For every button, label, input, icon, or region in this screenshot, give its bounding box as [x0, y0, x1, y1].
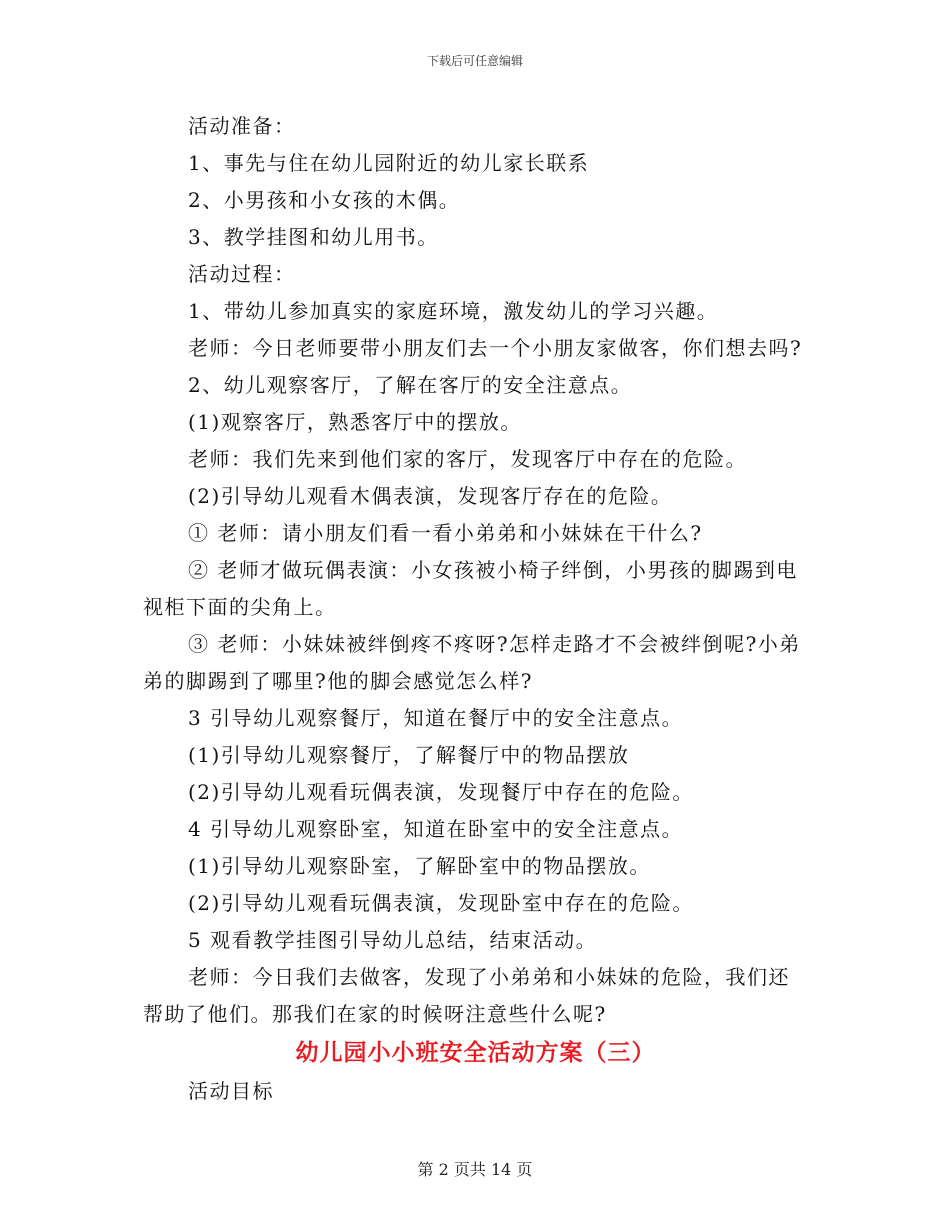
paragraph: ③ 老师：小妹妹被绊倒疼不疼呀?怎样走路才不会被绊倒呢?小弟弟的脚踢到了哪里?他的脚会感觉怎么样? — [143, 632, 801, 693]
paragraph: 1、带幼儿参加真实的家庭环境，激发幼儿的学习兴趣。 — [188, 299, 719, 323]
paragraph: 5 观看教学挂图引导幼儿总结，结束活动。 — [188, 928, 598, 952]
paragraph: 2、幼儿观察客厅，了解在客厅的安全注意点。 — [188, 373, 633, 397]
paragraph: 2、小男孩和小女孩的木偶。 — [188, 188, 461, 212]
paragraph: 老师：今日我们去做客，发现了小弟弟和小妹妹的危险，我们还帮助了他们。那我们在家的时候呀注意些什么呢? — [143, 965, 790, 1026]
page-number: 第 2 页共 14 页 — [417, 1160, 533, 1179]
paragraph: (2)引导幼儿观看玩偶表演，发现餐厅中存在的危险。 — [188, 780, 694, 804]
paragraph: (2)引导幼儿观看木偶表演，发现客厅存在的危险。 — [188, 484, 673, 508]
paragraph: 1、事先与住在幼儿园附近的幼儿家长联系 — [188, 151, 590, 175]
paragraph: (2)引导幼儿观看玩偶表演，发现卧室中存在的危险。 — [188, 891, 694, 915]
paragraph: 活动过程： — [188, 262, 296, 286]
paragraph: (1)引导幼儿观察餐厅，了解餐厅中的物品摆放 — [188, 743, 630, 767]
paragraph: 3、教学挂图和幼儿用书。 — [188, 225, 439, 249]
paragraph: 3 引导幼儿观察餐厅，知道在餐厅中的安全注意点。 — [188, 706, 684, 730]
paragraph: 老师：今日老师要带小朋友们去一个小朋友家做客，你们想去吗? — [188, 336, 803, 360]
paragraph: ② 老师才做玩偶表演：小女孩被小椅子绊倒，小男孩的脚踢到电视柜下面的尖角上。 — [143, 558, 798, 619]
page-header: 下载后可任意编辑 — [426, 54, 523, 68]
paragraph: 活动目标 — [188, 1079, 274, 1103]
paragraph: 4 引导幼儿观察卧室，知道在卧室中的安全注意点。 — [188, 817, 684, 841]
paragraph: (1)引导幼儿观察卧室，了解卧室中的物品摆放。 — [188, 854, 651, 878]
section-title: 幼儿园小小班安全活动方案（三） — [295, 1039, 656, 1066]
paragraph: 老师：我们先来到他们家的客厅，发现客厅中存在的危险。 — [188, 447, 747, 471]
paragraph: 活动准备： — [188, 114, 296, 138]
paragraph: (1)观察客厅，熟悉客厅中的摆放。 — [188, 410, 522, 434]
paragraph: ① 老师：请小朋友们看一看小弟弟和小妹妹在干什么? — [188, 521, 703, 545]
document-body — [143, 108, 808, 1110]
